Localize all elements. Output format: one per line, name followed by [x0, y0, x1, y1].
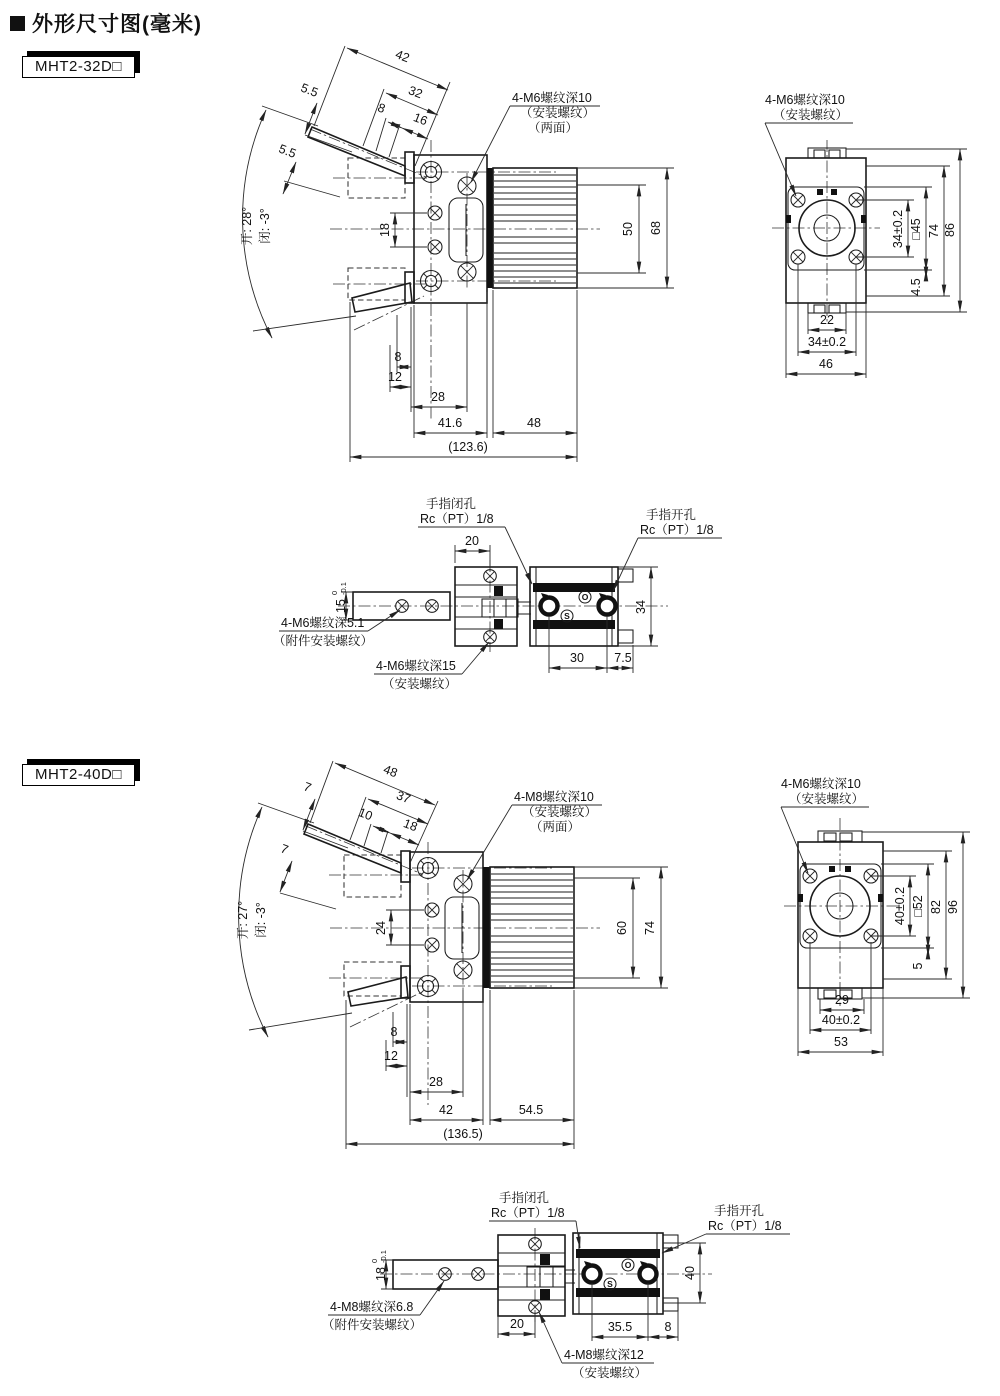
finger-close-line1: 手指闭孔: [499, 1191, 550, 1205]
dim-42: 42: [439, 1103, 453, 1117]
dim-open-angle: 开: 28°: [240, 206, 254, 246]
dim-15: 15: [334, 599, 348, 613]
dim-82: 82: [929, 900, 943, 914]
dim-close-angle: 闭: -3°: [254, 902, 268, 938]
label-mount-thread-32-side: [765, 92, 853, 196]
dim-40-02-h: 40±0.2: [821, 1013, 861, 1027]
label-finger-open-port-32: [613, 507, 722, 591]
mount-thread-line3: （两面）: [530, 820, 581, 834]
dim-15-tol-hi: 0: [330, 590, 339, 595]
label-finger-open-port-40: [662, 1203, 790, 1253]
dim-12: 12: [384, 1049, 398, 1063]
mount-thread-line2: （安装螺纹）: [789, 792, 865, 806]
view-mht2-40d-side: [781, 776, 970, 1056]
attach-thread-line2: （附件安装螺纹）: [322, 1318, 423, 1332]
dim-28: 28: [431, 390, 445, 404]
dim-40: 40: [683, 1266, 697, 1280]
dim-8: 8: [390, 1025, 398, 1039]
dim-34-02-h: 34±0.2: [807, 335, 847, 349]
dim-35-5: 35.5: [607, 1320, 633, 1334]
finger-close-line2: Rc（PT）1/8: [491, 1206, 565, 1220]
sensor-o-marker: O: [624, 1260, 632, 1270]
dim-close-angle: 闭: -3°: [258, 208, 272, 244]
dim-46: 46: [819, 357, 833, 371]
dim-15-tol: [330, 582, 348, 613]
dim-32: 32: [406, 83, 425, 102]
dim-50: 50: [621, 222, 635, 236]
dim-18-tol: [370, 1250, 388, 1281]
view-mht2-32d-front: [240, 46, 674, 462]
finger-open-line2: Rc（PT）1/8: [708, 1219, 782, 1233]
dim-12: 12: [388, 370, 402, 384]
mount-thread-line2: （安装螺纹）: [773, 108, 849, 122]
model-label-mht2-40d: MHT2-40D□: [22, 764, 135, 786]
label-attach-thread-32: [273, 610, 400, 648]
sensor-s-marker: S: [564, 611, 570, 621]
dim-37: 37: [394, 788, 413, 807]
dim-40-02-v: 40±0.2: [893, 886, 907, 926]
dim-18t: 18: [401, 816, 420, 835]
dim-34-02-v: 34±0.2: [891, 209, 905, 249]
label-mount-thread-40-side: [781, 776, 869, 873]
dim-24: 24: [374, 921, 388, 935]
dim-41-6: 41.6: [437, 416, 463, 430]
dim-sq45: □45: [909, 218, 923, 240]
dim-60: 60: [615, 921, 629, 935]
mount-thread-line1: 4-M8螺纹深12: [564, 1348, 644, 1362]
sensor-o-marker: O: [581, 592, 589, 602]
dim-8: 8: [394, 350, 402, 364]
dim-18-tol-lo: -0.1: [379, 1250, 388, 1263]
dim-10: 10: [356, 805, 375, 824]
finger-open-line1: 手指开孔: [714, 1204, 765, 1218]
dim-open-angle: 开: 27°: [236, 900, 250, 940]
view-mht2-32d-side: [765, 92, 967, 378]
dim-74: 74: [927, 224, 941, 238]
dim-7-b: 7: [278, 841, 291, 858]
mount-thread-line2: （安装螺纹）: [382, 677, 458, 691]
dim-74: 74: [643, 921, 657, 935]
finger-close-line1: 手指闭孔: [426, 497, 477, 511]
view-mht2-32d-bottom: [273, 496, 722, 691]
dim-123-6: (123.6): [448, 440, 488, 454]
view-mht2-40d-front: [236, 761, 668, 1149]
dim-20: 20: [465, 534, 479, 548]
dim-48: 48: [381, 762, 400, 781]
finger-open-line2: Rc（PT）1/8: [640, 523, 714, 537]
dim-86: 86: [943, 223, 957, 237]
dim-5-5-b: 5.5: [276, 141, 299, 161]
dim-30: 30: [570, 651, 584, 665]
view-mht2-40d-bottom: [322, 1190, 790, 1380]
model-label-mht2-32d: MHT2-32D□: [22, 56, 135, 78]
dim-22: 22: [820, 313, 834, 327]
label-mount-thread-32-bottom: [374, 642, 489, 691]
attach-thread-line1: 4-M6螺纹深5.1: [281, 616, 365, 630]
dim-68: 68: [649, 221, 663, 235]
sensor-s-marker: S: [607, 1279, 613, 1289]
mount-thread-line1: 4-M8螺纹深10: [514, 790, 594, 804]
dim-42: 42: [393, 47, 412, 66]
dim-18-tol-hi: 0: [370, 1258, 379, 1263]
dim-5: 5: [911, 962, 925, 970]
dim-53: 53: [834, 1035, 848, 1049]
dim-18: 18: [374, 1267, 388, 1281]
page-title-text: 外形尺寸图(毫米): [32, 13, 202, 36]
mount-thread-line1: 4-M6螺纹深15: [376, 659, 456, 673]
dim-18: 18: [378, 223, 392, 237]
mount-thread-line1: 4-M6螺纹深10: [781, 777, 861, 791]
dim-20: 20: [510, 1317, 524, 1331]
dim-8-top: 8: [375, 100, 388, 117]
attach-thread-line2: （附件安装螺纹）: [273, 634, 374, 648]
mount-thread-line1: 4-M6螺纹深10: [765, 93, 845, 107]
label-mount-thread-40-bottom: [539, 1312, 654, 1380]
mount-thread-line3: （两面）: [528, 121, 579, 135]
dim-29: 29: [835, 993, 849, 1007]
dim-7-a: 7: [301, 779, 314, 796]
dim-sq52: □52: [911, 895, 925, 917]
mount-thread-line2: （安装螺纹）: [522, 805, 598, 819]
dim-7-5: 7.5: [614, 651, 632, 665]
finger-open-line1: 手指开孔: [646, 508, 697, 522]
mount-thread-line1: 4-M6螺纹深10: [512, 91, 592, 105]
dim-54-5: 54.5: [518, 1103, 544, 1117]
dim-136-5: (136.5): [443, 1127, 483, 1141]
dim-48: 48: [527, 416, 541, 430]
dim-16: 16: [411, 110, 430, 129]
dim-96: 96: [946, 900, 960, 914]
dim-8: 8: [664, 1320, 672, 1334]
label-finger-close-port-40: [489, 1190, 580, 1248]
mount-thread-line2: （安装螺纹）: [520, 106, 596, 120]
dim-28: 28: [429, 1075, 443, 1089]
dim-15-tol-lo: -0.1: [339, 582, 348, 595]
finger-close-line2: Rc（PT）1/8: [420, 512, 494, 526]
dim-34: 34: [634, 600, 648, 614]
mount-thread-line2: （安装螺纹）: [572, 1366, 648, 1380]
dim-4-5: 4.5: [909, 278, 923, 296]
attach-thread-line1: 4-M8螺纹深6.8: [330, 1300, 414, 1314]
dim-5-5-a: 5.5: [298, 80, 321, 100]
